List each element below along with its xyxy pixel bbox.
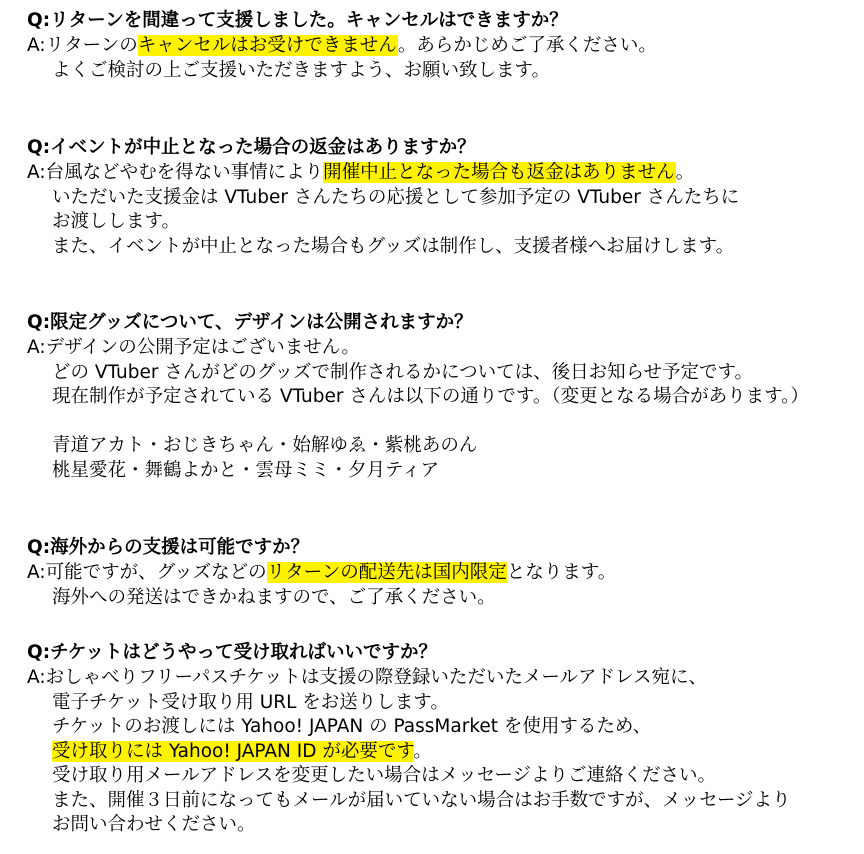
- answer-text: 。: [413, 740, 432, 762]
- answer-text: A:おしゃべりフリーパスチケットは支援の際登録いただいたメールアドレス宛に、: [27, 667, 707, 688]
- answer-text: また、イベントが中止となった場合もグッズは制作し、支援者様へお届けします。: [52, 235, 735, 257]
- faq-question: Q:リターンを間違って支援しました。キャンセルはできますか？: [27, 10, 568, 31]
- answer-line: [27, 186, 857, 211]
- faq-answer: [27, 666, 857, 838]
- answer-text: また、開催３日前になってもメールが届いていない場合はお手数ですが、メッセージより: [52, 789, 791, 811]
- answer-line: [27, 813, 857, 838]
- faq-item: [27, 640, 857, 838]
- answer-text: チケットのお渡しには Yahoo! JAPAN の PassMarket を使用するため、: [52, 716, 652, 737]
- faq-question: Q:海外からの支援は可能ですか？: [27, 537, 310, 558]
- faq-item: [27, 8, 857, 83]
- answer-line: [27, 210, 857, 235]
- faq-answer: [27, 34, 857, 83]
- answer-line: [27, 789, 857, 814]
- highlighted-text: リターンの配送先は国内限定: [266, 562, 507, 583]
- answer-line: [27, 59, 857, 84]
- faq-question: Q:イベントが中止となった場合の返金はありますか？: [27, 137, 476, 158]
- faq-question: Q:限定グッズについて、デザインは公開されますか？: [27, 312, 473, 333]
- highlighted-text: キャンセルはお受けできません: [137, 35, 398, 56]
- answer-blank-line: [27, 410, 857, 435]
- faq-question: Q:チケットはどうやって受け取ればいいですか？: [27, 642, 437, 663]
- answer-text: いただいた支援金は VTuber さんたちの応援として参加予定の VTuber さんたちに: [52, 186, 740, 208]
- answer-line: [27, 666, 857, 691]
- answer-text: どの VTuber さんがどのグッズで制作されるかについては、後日お知らせ予定です。: [52, 361, 754, 383]
- answer-text: 青道アカト・おじきちゃん・始解ゆゑ・紫桃あのん: [52, 435, 478, 456]
- faq-answer: [27, 161, 857, 259]
- answer-line: [27, 740, 857, 765]
- answer-line: [27, 336, 857, 361]
- answer-text: 。あらかじめご了承ください。: [397, 35, 657, 56]
- answer-text: A:リターンの: [27, 35, 138, 56]
- answer-line: [27, 161, 857, 186]
- answer-line: [27, 235, 857, 260]
- answer-text: お渡しします。: [52, 211, 181, 232]
- answer-line: [27, 691, 857, 716]
- answer-text: お問い合わせください。: [52, 814, 256, 835]
- answer-text: A:台風などやむを得ない事情により: [27, 162, 324, 183]
- answer-line: [27, 34, 857, 59]
- answer-text: 海外への発送はできかねますので、ご了承ください。: [52, 586, 496, 608]
- answer-text: A:デザインの公開予定はございません。: [27, 337, 360, 358]
- highlighted-text: 開催中止となった場合も返金はありません: [323, 162, 676, 183]
- answer-text: よくご検討の上ご支援いただきますよう、お願い致します。: [52, 59, 551, 81]
- answer-text: 電子チケット受け取り用 URL をお送りします。: [52, 691, 449, 713]
- answer-text: A:可能ですが、グッズなどの: [27, 562, 267, 583]
- answer-line: [27, 715, 857, 740]
- faq-item: [27, 310, 857, 483]
- answer-text: 。: [675, 162, 695, 183]
- highlighted-text: 受け取りには Yahoo! JAPAN ID が必要です: [52, 740, 414, 762]
- faq-answer: [27, 336, 857, 483]
- faq-answer: [27, 561, 857, 610]
- answer-text: 現在制作が予定されている VTuber さんは以下の通りです。（変更となる場合があります。）: [52, 386, 809, 407]
- answer-line: [27, 459, 857, 484]
- answer-text: となります。: [506, 562, 617, 583]
- answer-line: [27, 361, 857, 386]
- answer-line: [27, 764, 857, 789]
- answer-text: 受け取り用メールアドレスを変更したい場合はメッセージよりご連絡ください。: [52, 765, 716, 786]
- faq-item: [27, 135, 857, 259]
- answer-line: [27, 561, 857, 586]
- faq-item: [27, 535, 857, 610]
- answer-line: [27, 385, 857, 410]
- answer-text: 桃星愛花・舞鶴よかと・雲母ミミ・夕月ティア: [52, 459, 440, 481]
- answer-line: [27, 434, 857, 459]
- answer-line: [27, 586, 857, 611]
